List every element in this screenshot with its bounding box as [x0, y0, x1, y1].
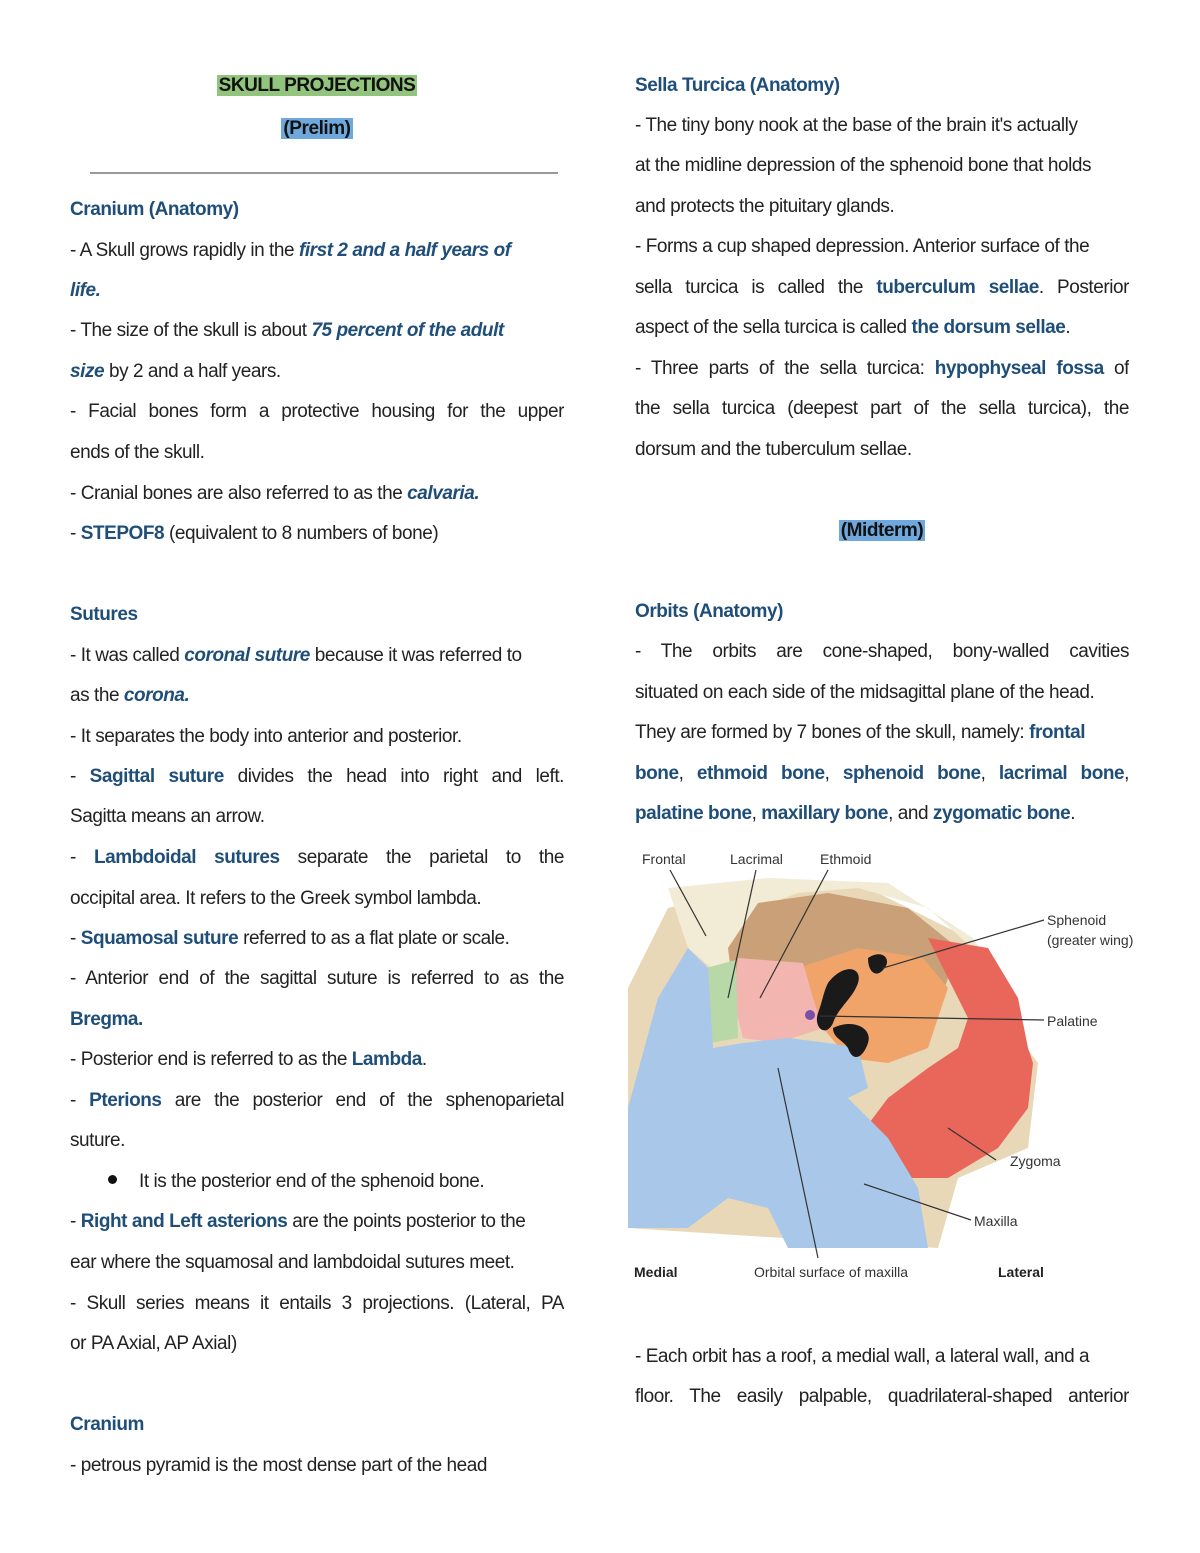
paragraph-line: - Cranial bones are also referred to as the calvaria.	[70, 483, 480, 504]
paragraph-line: - Skull series means it entails 3 projections. (Lateral, PA	[70, 1293, 564, 1314]
sutures-heading: Sutures	[70, 604, 138, 625]
paragraph-line: - Squamosal suture referred to as a flat plate or scale.	[70, 928, 510, 949]
paragraph-line: - The tiny bony nook at the base of the brain it's actually	[635, 115, 1078, 136]
paragraph-line: as the corona.	[70, 685, 190, 706]
document-title: SKULL PROJECTIONS	[218, 75, 416, 96]
title-divider	[90, 172, 558, 174]
paragraph-line: - A Skull grows rapidly in the first 2 and a half years of	[70, 240, 511, 261]
paragraph-line: - The orbits are cone-shaped, bony-walled cavities	[635, 641, 1129, 662]
paragraph-line: They are formed by 7 bones of the skull, namely: frontal	[635, 722, 1086, 743]
paragraph-line: - Pterions are the posterior end of the sphenoparietal	[70, 1090, 564, 1111]
label-sphenoid: Sphenoid	[1047, 912, 1107, 928]
label-sphenoid-greater-wing: (greater wing)	[1047, 932, 1134, 948]
label-maxilla: Maxilla	[974, 1213, 1018, 1229]
prelim-line	[70, 109, 564, 149]
label-lateral: Lateral	[998, 1264, 1044, 1280]
label-medial: Medial	[634, 1264, 678, 1280]
paragraph-line: Sagitta means an arrow.	[70, 806, 265, 827]
cranium-heading: Cranium	[70, 1414, 144, 1435]
label-ethmoid: Ethmoid	[820, 851, 872, 867]
label-frontal: Frontal	[642, 851, 686, 867]
paragraph-line: sella turcica is called the tuberculum sellae. Posterior	[635, 277, 1129, 298]
sella-turcica-heading: Sella Turcica (Anatomy)	[635, 75, 840, 96]
orbit-anatomy-figure	[628, 848, 1158, 1288]
midterm-line	[635, 511, 1129, 551]
paragraph-line: - The size of the skull is about 75 percent of the adult	[70, 320, 504, 341]
paragraph-line: - STEPOF8 (equivalent to 8 numbers of bone)	[70, 523, 439, 544]
label-zygoma: Zygoma	[1010, 1153, 1061, 1169]
bullet-item: It is the posterior end of the sphenoid bone.	[70, 1162, 602, 1202]
paragraph-line: - petrous pyramid is the most dense part of the head	[70, 1455, 488, 1476]
label-lacrimal: Lacrimal	[730, 851, 783, 867]
label-orbital-surface: Orbital surface of maxilla	[754, 1264, 909, 1280]
paragraph-line: or PA Axial, AP Axial)	[70, 1333, 237, 1354]
paragraph-line: the sella turcica (deepest part of the sella turcica), the	[635, 398, 1129, 419]
paragraph-line: suture.	[70, 1130, 125, 1151]
paragraph-line: - Forms a cup shaped depression. Anterior surface of the	[635, 236, 1090, 257]
paragraph-line: aspect of the sella turcica is called the dorsum sellae.	[635, 317, 1071, 338]
paragraph-line: - Facial bones form a protective housing for the upper	[70, 401, 564, 422]
paragraph-line: dorsum and the tuberculum sellae.	[635, 439, 912, 460]
paragraph-line: floor. The easily palpable, quadrilateral-shaped anterior	[635, 1386, 1129, 1407]
prelim-label: (Prelim)	[283, 118, 351, 139]
optic-canal-icon	[805, 1010, 815, 1020]
paragraph-line: Bregma.	[70, 1009, 143, 1030]
paragraph-line: situated on each side of the midsagittal plane of the head.	[635, 682, 1095, 703]
orbits-heading: Orbits (Anatomy)	[635, 601, 783, 622]
paragraph-line: size by 2 and a half years.	[70, 361, 281, 382]
label-palatine: Palatine	[1047, 1013, 1098, 1029]
bullet-icon	[108, 1175, 117, 1184]
paragraph-line: palatine bone, maxillary bone, and zygomatic bone.	[635, 803, 1076, 824]
paragraph-line: - Lambdoidal sutures separate the parietal to the	[70, 847, 564, 868]
paragraph-line: and protects the pituitary glands.	[635, 196, 895, 217]
midterm-label: (Midterm)	[840, 520, 924, 541]
paragraph-line: - Posterior end is referred to as the Lambda.	[70, 1049, 427, 1070]
paragraph-line: - It separates the body into anterior and posterior.	[70, 726, 462, 747]
paragraph-line: bone, ethmoid bone, sphenoid bone, lacrimal bone,	[635, 763, 1129, 784]
cranium-anatomy-heading: Cranium (Anatomy)	[70, 199, 239, 220]
paragraph-line: - Sagittal suture divides the head into right and left.	[70, 766, 564, 787]
paragraph-line: life.	[70, 280, 101, 301]
paragraph-line: ear where the squamosal and lambdoidal sutures meet.	[70, 1252, 515, 1273]
paragraph-line: - It was called coronal suture because it was referred to	[70, 645, 522, 666]
paragraph-line: - Each orbit has a roof, a medial wall, a lateral wall, and a	[635, 1346, 1090, 1367]
document-title-line	[70, 66, 564, 106]
paragraph-line: at the midline depression of the sphenoid bone that holds	[635, 155, 1092, 176]
paragraph-line: - Anterior end of the sagittal suture is referred to as the	[70, 968, 564, 989]
paragraph-line: - Right and Left asterions are the points posterior to the	[70, 1211, 526, 1232]
paragraph-line: occipital area. It refers to the Greek symbol lambda.	[70, 888, 482, 909]
paragraph-line: ends of the skull.	[70, 442, 205, 463]
paragraph-line: - Three parts of the sella turcica: hypophyseal fossa of	[635, 358, 1129, 379]
